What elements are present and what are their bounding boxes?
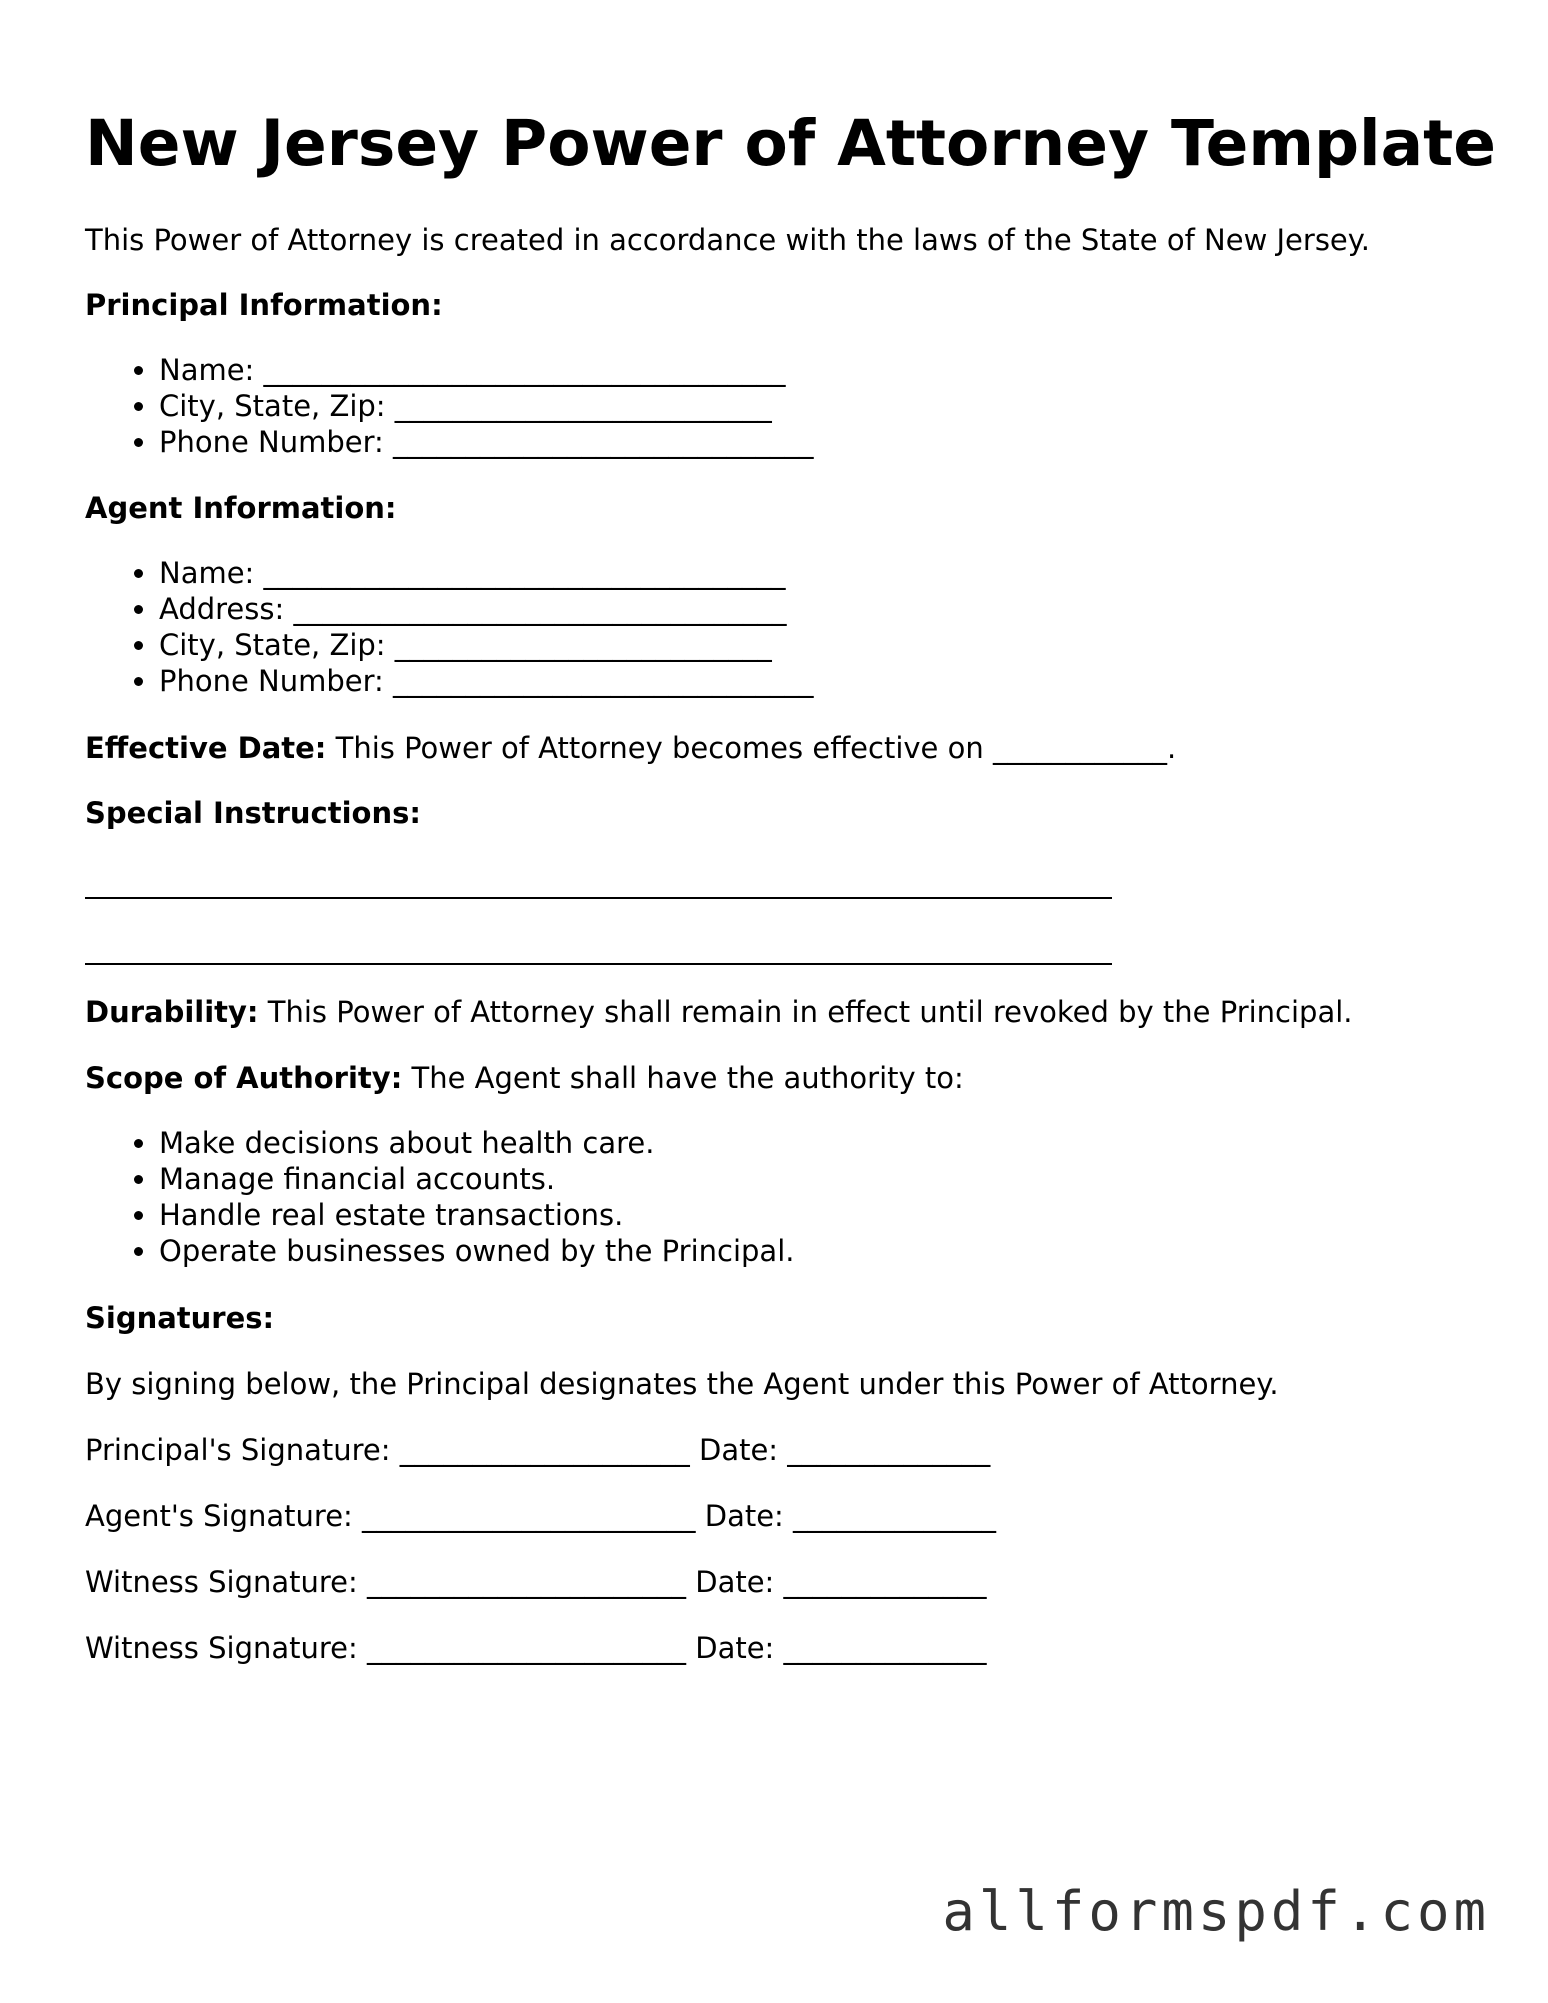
special-instructions-line-2 <box>85 963 1112 965</box>
agent-heading: Agent Information: <box>85 491 397 525</box>
effective-date-text: This Power of Attorney becomes effective on ____________. <box>326 731 1177 765</box>
agent-list <box>85 555 814 699</box>
principal-signature-line: Principal's Signature: ____________________ Date: ______________ <box>85 1433 991 1467</box>
witness-signature-line-1: Witness Signature: ______________________ Date: ______________ <box>85 1565 987 1599</box>
durability-label: Durability: <box>85 995 259 1029</box>
signatures-intro: By signing below, the Principal designates the Agent under this Power of Attorney. <box>85 1367 1279 1401</box>
durability-paragraph <box>85 994 1353 1030</box>
agent-address-field: • Address: __________________________________ <box>159 591 814 627</box>
page-title: New Jersey Power of Attorney Template <box>85 107 1497 180</box>
durability-text: This Power of Attorney shall remain in effect until revoked by the Principal. <box>258 995 1353 1029</box>
scope-item: • Handle real estate transactions. <box>159 1197 794 1233</box>
watermark-text: allformspdf.com <box>942 1880 1490 1943</box>
principal-list <box>85 352 814 460</box>
effective-date-label: Effective Date: <box>85 731 327 765</box>
special-instructions-line-1 <box>85 897 1112 899</box>
principal-heading: Principal Information: <box>85 288 443 322</box>
scope-list <box>85 1125 794 1269</box>
agent-name-field: • Name: ____________________________________ <box>159 555 814 591</box>
intro-text: This Power of Attorney is created in accordance with the laws of the State of New Jersey. <box>85 223 1371 257</box>
signatures-heading: Signatures: <box>85 1301 275 1335</box>
witness-signature-line-2: Witness Signature: ______________________ Date: ______________ <box>85 1631 987 1665</box>
principal-city-field: • City, State, Zip: __________________________ <box>159 388 814 424</box>
agent-signature-line: Agent's Signature: _______________________ Date: ______________ <box>85 1499 997 1533</box>
scope-label: Scope of Authority: <box>85 1061 403 1095</box>
effective-date-paragraph <box>85 730 1176 766</box>
scope-item: • Manage financial accounts. <box>159 1161 794 1197</box>
principal-name-field: • Name: ____________________________________ <box>159 352 814 388</box>
principal-phone-field: • Phone Number: _____________________________ <box>159 424 814 460</box>
scope-item: • Make decisions about health care. <box>159 1125 794 1161</box>
scope-text: The Agent shall have the authority to: <box>402 1061 964 1095</box>
agent-phone-field: • Phone Number: _____________________________ <box>159 663 814 699</box>
scope-paragraph <box>85 1060 964 1096</box>
agent-city-field: • City, State, Zip: __________________________ <box>159 627 814 663</box>
scope-item: • Operate businesses owned by the Principal. <box>159 1233 794 1269</box>
special-instructions-heading: Special Instructions: <box>85 796 421 830</box>
